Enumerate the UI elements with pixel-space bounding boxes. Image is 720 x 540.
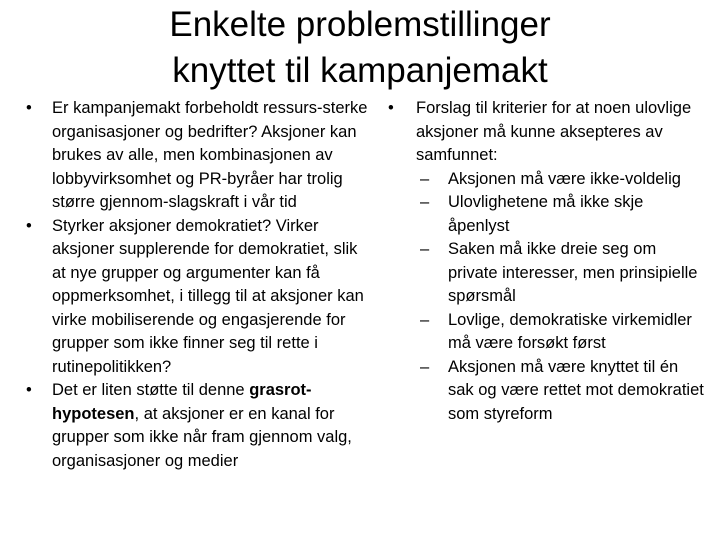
criteria-item-text: Aksjonen må være knyttet til én sak og være rettet mot demokratiet som styreform: [448, 357, 704, 423]
list-item: [24, 97, 370, 215]
list-item-text-after: , at aksjoner er en kanal for grupper som ikke når fram gjennom valg, organisasjoner og medier: [52, 404, 352, 470]
list-item: [386, 97, 706, 426]
criteria-list: [416, 168, 706, 427]
bullet-icon: •: [26, 216, 32, 235]
list-item-text: Er kampanjemakt forbeholdt ressurs-sterke organisasjoner og bedrifter? Aksjoner kan brukes av alle, men kombinasjonen av lobbyvirksomhet og PR-byråer har trolig større gjennom-slagskraft i vår tid: [52, 99, 368, 211]
dash-icon: –: [420, 357, 430, 376]
list-item: [24, 215, 370, 380]
grasrot-hypotesen-term: grasrot-hypotesen: [52, 381, 312, 423]
criteria-item-text: Lovlige, demokratiske virkemidler må være forsøkt først: [448, 310, 692, 352]
right-bullet-list: [386, 97, 706, 426]
criteria-item: [416, 168, 706, 192]
title-line-2: knyttet til kampanjemakt: [172, 51, 548, 90]
dash-icon: –: [420, 193, 430, 211]
criteria-item: [416, 356, 706, 427]
criteria-item: [416, 309, 706, 356]
dash-icon: –: [420, 310, 430, 329]
bullet-icon: •: [26, 99, 32, 117]
list-item: [24, 379, 370, 473]
dash-icon: –: [420, 169, 430, 188]
title-line-1: Enkelte problemstillinger: [169, 5, 551, 44]
criteria-item: [416, 238, 706, 309]
criteria-intro: Forslag til kriterier for at noen ulovlige aksjoner må kunne aksepteres av samfunnet:: [416, 99, 692, 164]
bullet-icon: •: [388, 99, 394, 117]
criteria-item-text: Ulovlighetene må ikke skje åpenlyst: [448, 193, 644, 235]
left-bullet-list: [24, 97, 370, 473]
list-item-text: Styrker aksjoner demokratiet? Virker aksjoner supplerende for demokratiet, slik at nye grupper og argumenter kan få oppmerksomhet, i tillegg til at aksjoner kan virke mobiliserende og engasjerende for grupper som ikke finner seg til rette i rutinepolitikken?: [52, 216, 364, 376]
criteria-item: [416, 191, 706, 238]
criteria-item-text: Saken må ikke dreie seg om private interesser, men prinsipielle spørsmål: [448, 240, 698, 305]
list-item-text-before: Det er liten støtte til denne: [52, 381, 250, 399]
criteria-item-text: Aksjonen må være ikke-voldelig: [448, 169, 681, 188]
slide-title: [0, 0, 720, 94]
dash-icon: –: [420, 240, 430, 258]
bullet-icon: •: [26, 381, 32, 399]
